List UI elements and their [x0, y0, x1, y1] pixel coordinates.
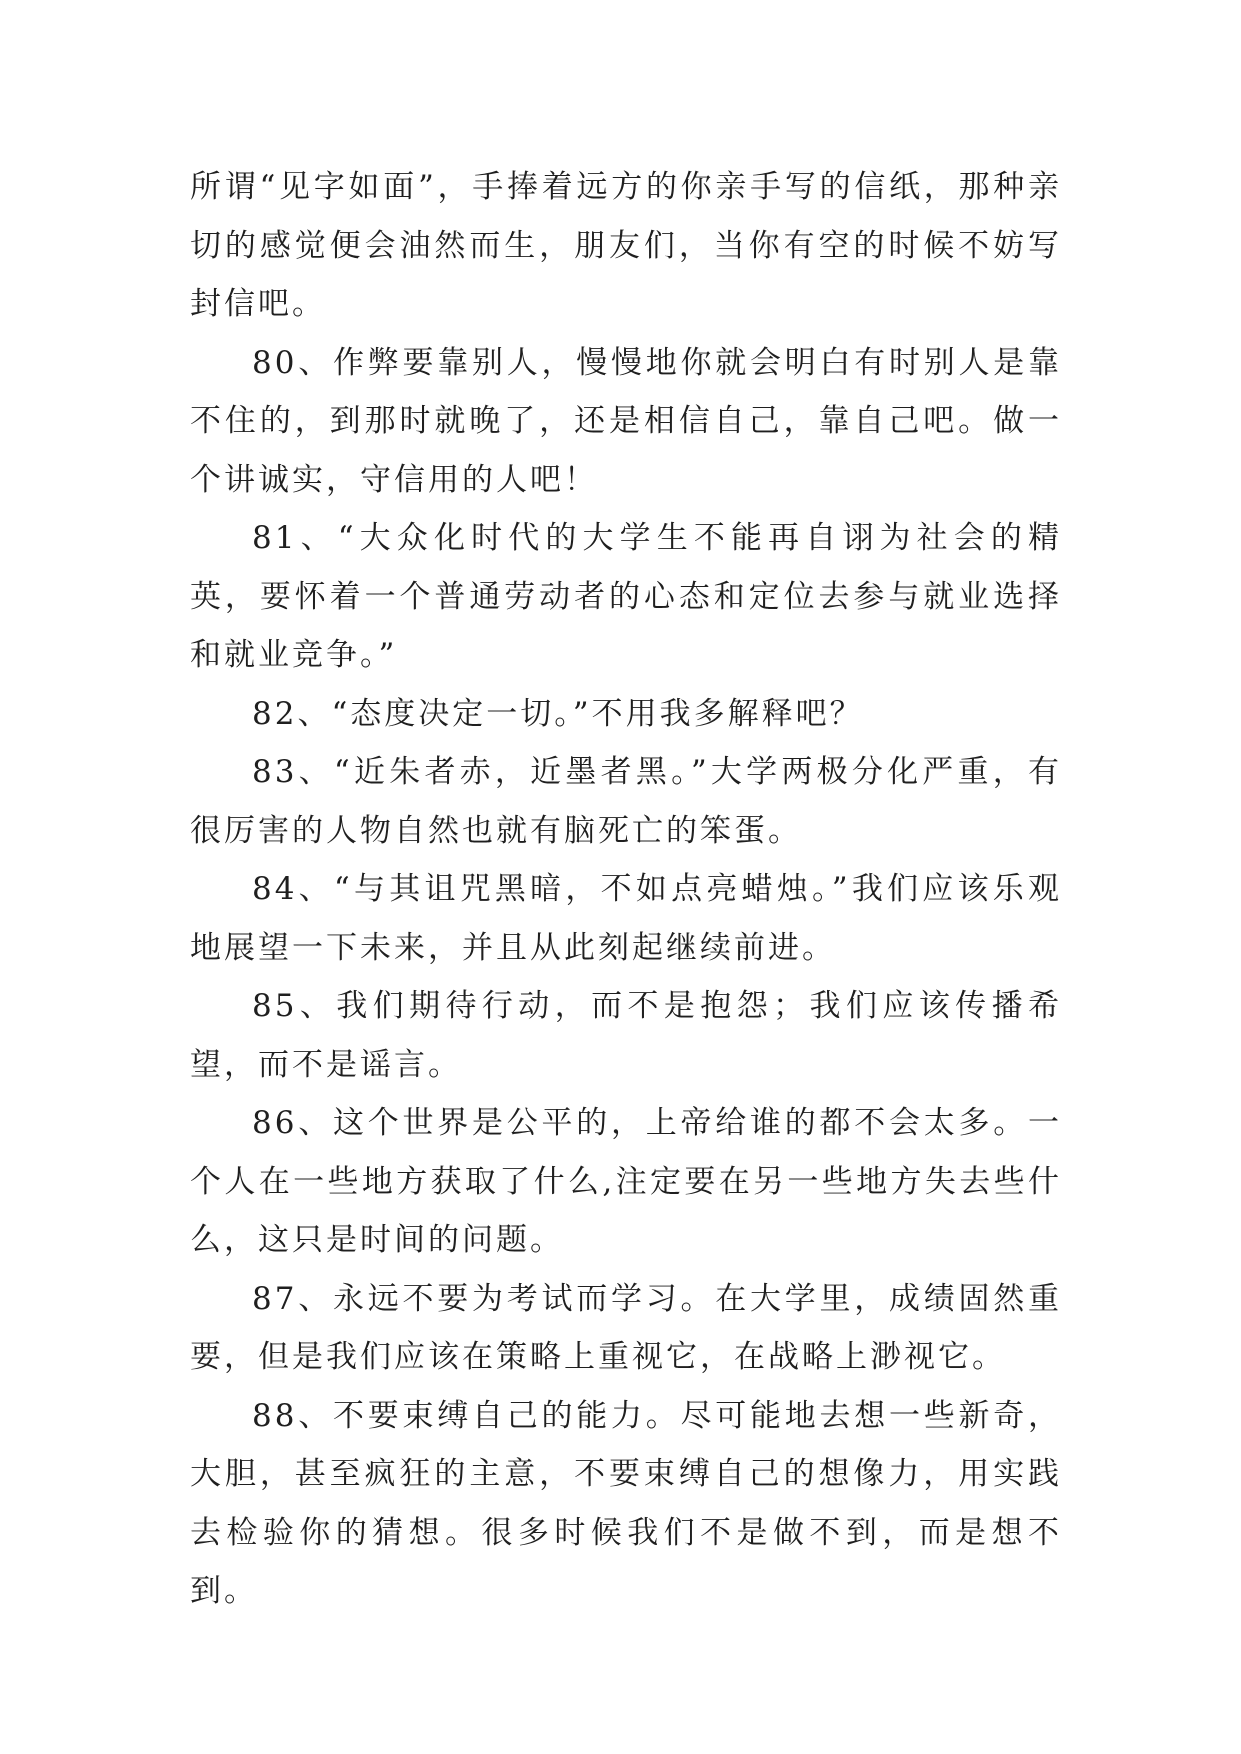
paragraph-intro: 所谓“见字如面”，手捧着远方的你亲手写的信纸，那种亲切的感觉便会油然而生，朋友们，当你有空的时候不妨写封信吧。: [190, 169, 1062, 322]
paragraph-83: 83、“近朱者赤，近墨者黑。”大学两极分化严重，有很厉害的人物自然也就有脑死亡的笨蛋。: [190, 754, 1062, 849]
paragraph-88: 88、不要束缚自己的能力。尽可能地去想一些新奇，大胆，甚至疯狂的主意，不要束缚自己的想像力，用实践去检验你的猜想。很多时候我们不是做不到，而是想不到。: [190, 1397, 1062, 1609]
paragraph-84: 84、“与其诅咒黑暗，不如点亮蜡烛。”我们应该乐观地展望一下未来，并且从此刻起继续前进。: [190, 871, 1062, 966]
paragraph-85: 85、我们期待行动，而不是抱怨；我们应该传播希望，而不是谣言。: [190, 988, 1062, 1083]
paragraph-80: 80、作弊要靠别人，慢慢地你就会明白有时别人是靠不住的，到那时就晚了，还是相信自己，靠自己吧。做一个讲诚实，守信用的人吧！: [190, 344, 1062, 498]
paragraph-87: 87、永远不要为考试而学习。在大学里，成绩固然重要，但是我们应该在策略上重视它，在战略上渺视它。: [190, 1280, 1062, 1375]
paragraph-82: 82、“态度决定一切。”不用我多解释吧？: [252, 695, 864, 732]
document-body: [190, 158, 1062, 1621]
paragraph-86: 86、这个世界是公平的，上帝给谁的都不会太多。一个人在一些地方获取了什么,注定要在另一些地方失去些什么，这只是时间的问题。: [190, 1105, 1062, 1258]
paragraph-81: 81、“大众化时代的大学生不能再自诩为社会的精英，要怀着一个普通劳动者的心态和定位去参与就业选择和就业竞争。”: [190, 520, 1062, 673]
